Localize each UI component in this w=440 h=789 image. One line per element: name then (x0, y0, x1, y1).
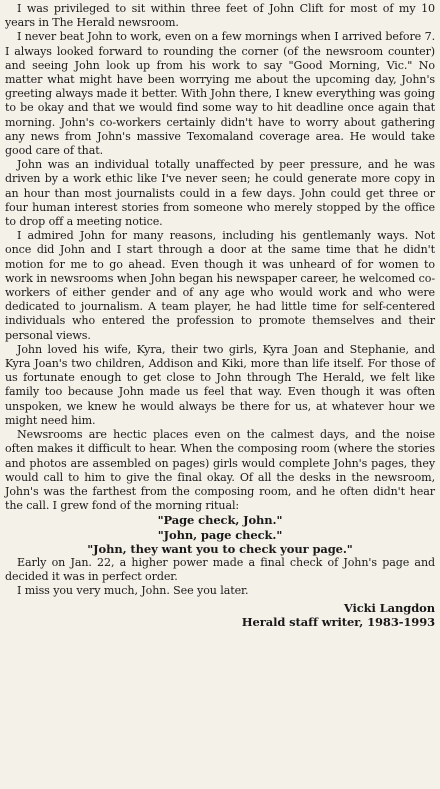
closing-paragraph: I miss you very much, John. See you later. (17, 584, 249, 598)
ritual-quote: "Page check, John." (157, 513, 283, 528)
article-paragraph: John loved his wife, Kyra, their two girls, Kyra Joan and Stephanie, and Kyra Joan's two children, Addison and Kiki, more than life itself. For those of us fortunate enough to get close to John through The Herald, we felt like family too because John made us feel that way. Even though it was often unspoken, we knew he would always be there for us, at whatever hour we might need him. (5, 342, 435, 427)
ritual-quote: "John, they want you to check your page." (87, 541, 353, 556)
ritual-quote: "John, page check." (157, 527, 283, 542)
article-paragraph: I admired John for many reasons, including his gentlemanly ways. Not once did John and I start through a door at the same time that he didn't motion for me to go ahead. Even though it was unheard of for women to work in newsrooms when John began his newspaper career, he welcomed co-workers of either gender and of any age who would work and who were dedicated to journalism. A team player, he had little time for self-centered individuals who entered the profession to promote themselves and their personal views. (5, 229, 435, 342)
signature-block (5, 601, 435, 630)
author-name: Vicki Langdon (343, 600, 435, 615)
article-paragraph: John was an individual totally unaffected by peer pressure, and he was driven by a work ethic like I've never seen; he could generate more copy in an hour than most journalists could in a few days. John could get three or four human interest stories from someone who merely stopped by the office to drop off a meeting notice. (5, 158, 435, 229)
author-title: Herald staff writer, 1983-1993 (241, 615, 435, 630)
article-paragraph: I never beat John to work, even on a few mornings when I arrived before 7. I always looked forward to rounding the corner (of the newsroom counter) and seeing John look up from his work to say "Good Morning, Vic." No matter what might have been worrying me about the upcoming day, John's greeting always made it better. With John there, I knew everything was going to be okay and that we would find some way to hit deadline once again that morning. John's co-workers certainly didn't have to worry about gathering any news from John's massive Texomaland coverage area. He would take good care of that. (5, 30, 435, 158)
article-paragraph: I was privileged to sit within three feet of John Clift for most of my 10 years in The Herald newsroom. (5, 2, 435, 30)
article-paragraph: Newsrooms are hectic places even on the calmest days, and the noise often makes it difficult to hear. When the composing room (where the stories and photos are assembled on pages) girls would complete John's pages, they would call to him to give the final okay. Of all the desks in the newsroom, John's was the farthest from the composing room, and he often didn't hear the call. I grew fond of the morning ritual: (5, 428, 435, 513)
closing-paragraph: Early on Jan. 22, a higher power made a final check of John's page and decided it was in perfect order. (5, 555, 435, 584)
